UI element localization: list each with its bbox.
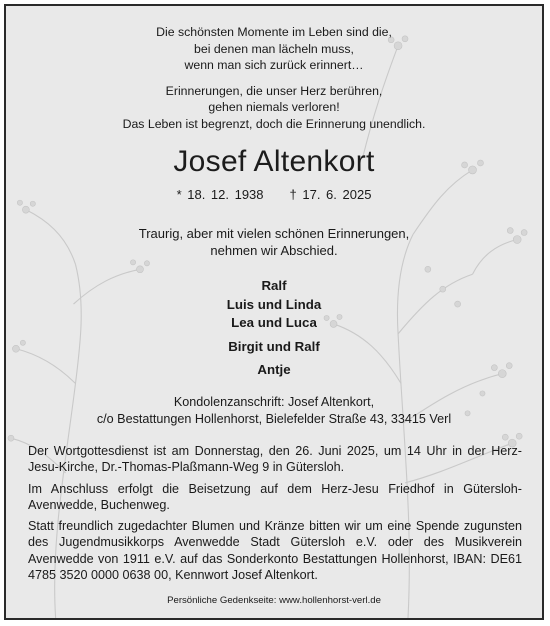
poem-line: bei denen man lächeln muss, xyxy=(194,41,354,56)
family-member: Ralf xyxy=(261,278,287,293)
obituary-notice xyxy=(4,4,544,620)
family-member: Birgit und Ralf xyxy=(228,338,320,354)
memorial-page-note: Persönliche Gedenkseite: www.hollenhorst-verl.de xyxy=(167,595,381,606)
address-line: c/o Bestattungen Hollenhorst, Bielefelder Straße 43, 33415 Verl xyxy=(96,412,452,426)
farewell-line: Traurig, aber mit vielen schönen Erinnerungen, xyxy=(138,226,410,241)
poem-line: Erinnerungen, die unser Herz berühren, xyxy=(165,83,383,98)
poem-line: gehen niemals verloren! xyxy=(208,100,340,114)
poem-line: wenn man sich zurück erinnert… xyxy=(184,58,364,72)
poem-line: Das Leben ist begrenzt, doch die Erinnerung unendlich. xyxy=(122,116,426,131)
family-member: Luis und Linda xyxy=(226,296,322,312)
farewell-line: nehmen wir Abschied. xyxy=(210,243,338,258)
notice-body xyxy=(28,443,522,588)
burial-paragraph: Im Anschluss erfolgt die Beisetzung auf dem Herz-Jesu Friedhof in Gütersloh-Avenwedde, Buchenweg. xyxy=(28,481,522,512)
family-member: Antje xyxy=(257,362,291,377)
address-line: Kondolenzanschrift: Josef Altenkort, xyxy=(173,395,375,409)
death-date: † 17. 6. 2025 xyxy=(289,187,372,202)
family-member: Lea und Luca xyxy=(231,315,317,330)
poem xyxy=(6,24,542,132)
service-paragraph: Der Wortgottesdienst ist am Donnerstag, den 26. Juni 2025, um 14 Uhr in der Herz-Jesu-Kirche, Dr.-Thomas-Plaßmann-Weg 9 in Gütersloh. xyxy=(28,444,522,475)
life-dates xyxy=(6,187,542,202)
poem-line: Die schönsten Momente im Leben sind die, xyxy=(156,25,392,39)
birth-date: * 18. 12. 1938 xyxy=(176,187,264,202)
donation-paragraph: Statt freundlich zugedachter Blumen und Kränze bitten wir um eine Spende zugunsten des Jugendmusikkorps Avenwedde Stadt Gütersloh e.V. oder des Musikverein Avenwedde von 1911 e.V. auf das Sonderkonto Bestattungen Hollenhorst, IBAN: DE61 4785 3520 0000 0638 00, Kennwort Josef Altenkort. xyxy=(28,519,522,583)
farewell-text xyxy=(6,225,542,259)
deceased-name: Josef Altenkort xyxy=(173,145,375,178)
condolence-address xyxy=(6,394,542,428)
family-list xyxy=(6,277,542,380)
